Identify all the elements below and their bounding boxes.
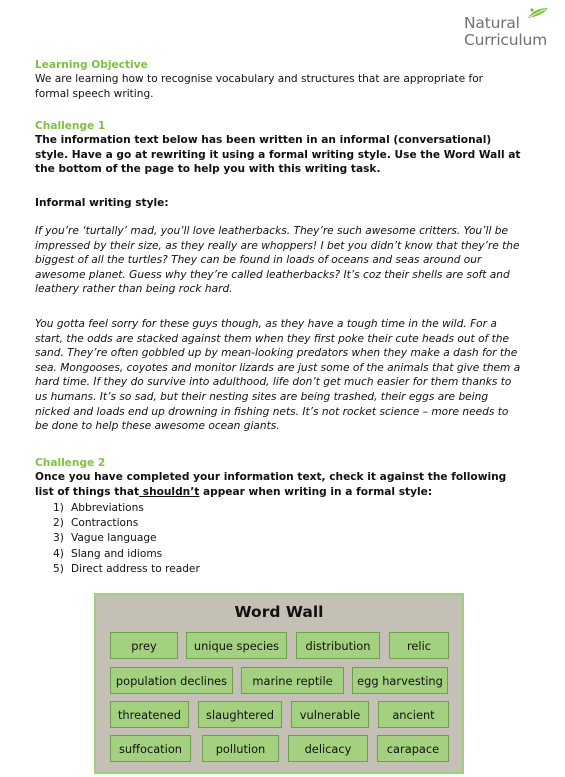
word-tile-suffocation: suffocation bbox=[110, 735, 191, 762]
list-item: 2) Contractions bbox=[53, 517, 139, 530]
challenge2-text-after: appear when writing in a formal style: bbox=[199, 485, 433, 498]
challenge2-heading: Challenge 2 bbox=[35, 457, 106, 469]
list-item: 4) Slang and idioms bbox=[53, 547, 163, 560]
word-tile-relic: relic bbox=[389, 632, 449, 659]
leaf-icon bbox=[526, 6, 550, 20]
challenge1-heading: Challenge 1 bbox=[35, 120, 106, 132]
informal-style-subheading: Informal writing style: bbox=[35, 197, 169, 209]
word-wall bbox=[94, 593, 464, 774]
word-wall-title: Word Wall bbox=[234, 603, 324, 621]
logo-text-line2: Curriculum bbox=[464, 31, 548, 49]
shouldnt-underlined: shouldn’t bbox=[139, 485, 200, 498]
natural-curriculum-logo bbox=[462, 6, 558, 48]
word-tile-slaughtered: slaughtered bbox=[198, 701, 282, 728]
challenge2-instructions bbox=[35, 470, 521, 499]
word-tile-vulnerable: vulnerable bbox=[291, 701, 369, 728]
challenge1-instructions: The information text below has been written in an informal (conversational) style. Have a go at rewriting it using a formal writing style. Use the Word Wall at the bottom of the page to help you with this writing task. bbox=[35, 134, 521, 176]
informal-paragraph-1: If you’re ‘turtally’ mad, you’ll love leatherbacks. They’re such awesome critters. You’ll be impressed by their size, as they really are whoppers! I bet you didn’t know that they’re the biggest of all the turtles? They can be found in loads of oceans and seas around our awesome planet. Guess why they’re called leatherbacks? It’s coz their shells are soft and leathery rather than being rock hard. bbox=[35, 225, 520, 296]
word-tile-ancient: ancient bbox=[378, 701, 449, 728]
word-tile-distribution: distribution bbox=[296, 632, 380, 659]
challenge2-text-before: Once you have completed your information text, check it against the following list of things that bbox=[35, 471, 507, 498]
formal-style-checklist bbox=[53, 501, 200, 577]
list-item: 5) Direct address to reader bbox=[53, 562, 200, 575]
list-item: 3) Vague language bbox=[53, 532, 157, 545]
logo-text-line1: Natural bbox=[464, 14, 520, 32]
informal-paragraph-2: You gotta feel sorry for these guys though, as they have a tough time in the wild. For a start, the odds are stacked against them when they first poke their cute heads out of the sand. They’re often gobbled up by mean-looking predators when they make a dash for the sea. Mongooses, coyotes and monitor lizards are just some of the animals that give them a hard time. If they do survive into adulthood, life don’t get much easier for them thanks to us humans. It’s so sad, but their nesting sites are being trashed, their eggs are being nicked and loads end up drowning in fishing nets. It’s not rocket science – more needs to be done to help these awesome ocean giants. bbox=[35, 318, 521, 433]
word-tile-egg-harvesting: egg harvesting bbox=[352, 667, 448, 694]
list-item: 1) Abbreviations bbox=[53, 502, 144, 514]
word-tile-marine-reptile: marine reptile bbox=[241, 667, 344, 694]
word-tile-pollution: pollution bbox=[202, 735, 279, 762]
word-tile-threatened: threatened bbox=[110, 701, 189, 728]
learning-objective-heading: Learning Objective bbox=[35, 59, 148, 71]
word-tile-unique-species: unique species bbox=[186, 632, 287, 659]
word-tile-delicacy: delicacy bbox=[288, 735, 368, 762]
word-tile-prey: prey bbox=[110, 632, 178, 659]
learning-objective-text: We are learning how to recognise vocabulary and structures that are appropriate for formal speech writing. bbox=[35, 73, 484, 100]
word-tile-carapace: carapace bbox=[377, 735, 449, 762]
word-tile-population-declines: population declines bbox=[110, 667, 233, 694]
